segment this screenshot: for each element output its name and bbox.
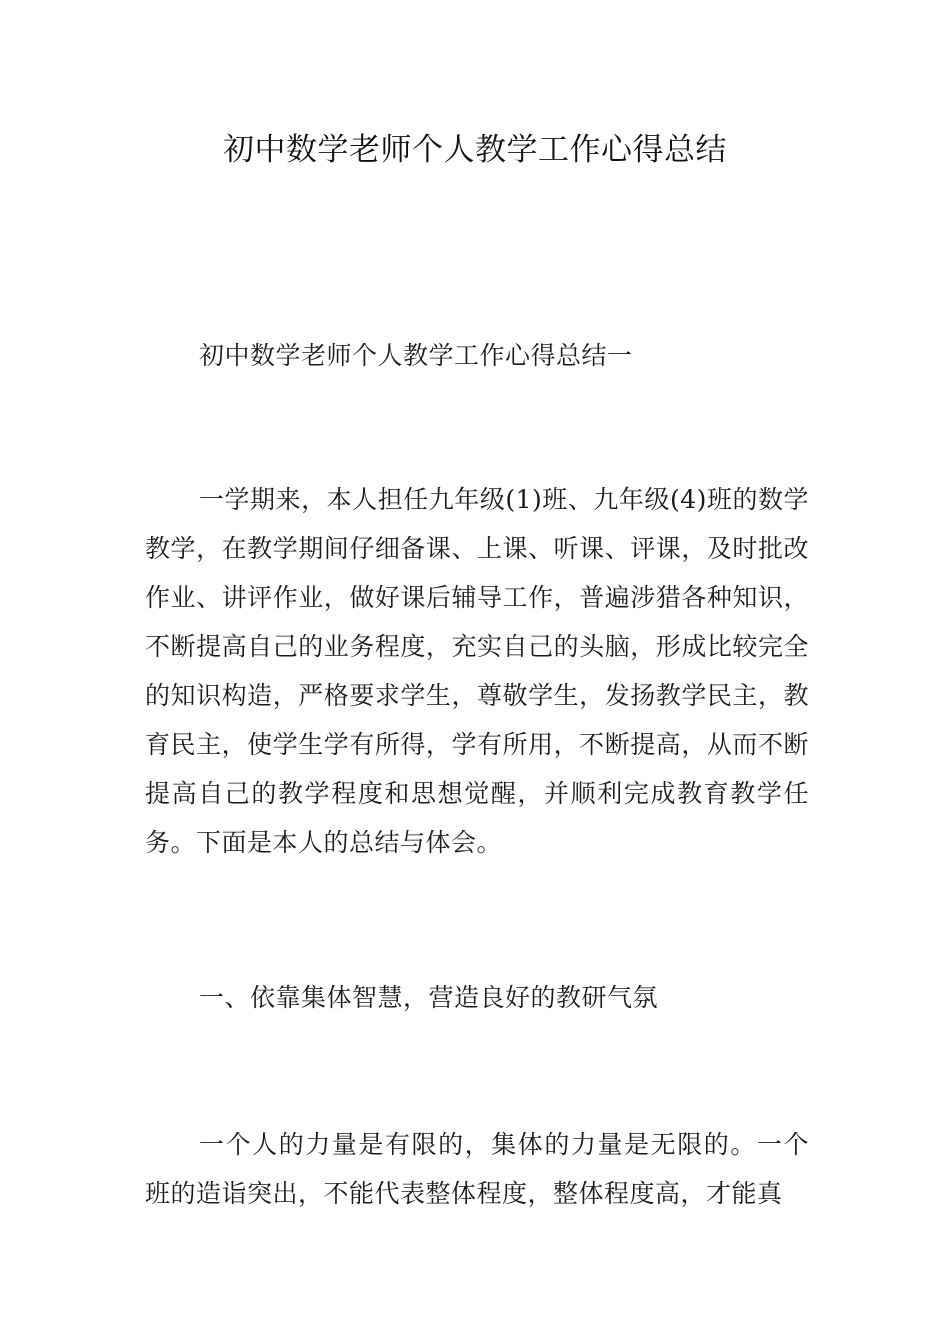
section-heading: 一、依靠集体智慧，营造良好的教研气氛	[199, 983, 659, 1012]
paragraph-collective: 一个人的力量是有限的，集体的力量是无限的。一个班的造诣突出，不能代表整体程度，整体程度高，才能真	[145, 1130, 809, 1208]
paragraph-intro: 一学期来，本人担任九年级(1)班、九年级(4)班的数学教学，在教学期间仔细备课、上课、听课、评课，及时批改作业、讲评作业，做好课后辅导工作，普遍涉猎各种知识，不断提高自己的业务程度，充实自己的头脑，形成比较完全的知识构造，严格要求学生，尊敬学生，发扬教学民主，教育民主，使学生学有所得，学有所用，不断提高，从而不断提高自己的教学程度和思想觉醒，并顺利完成教育教学任务。下面是本人的总结与体会。	[145, 485, 809, 857]
document-subtitle: 初中数学老师个人教学工作心得总结一	[199, 341, 633, 370]
document-title: 初中数学老师个人教学工作心得总结	[223, 132, 727, 168]
